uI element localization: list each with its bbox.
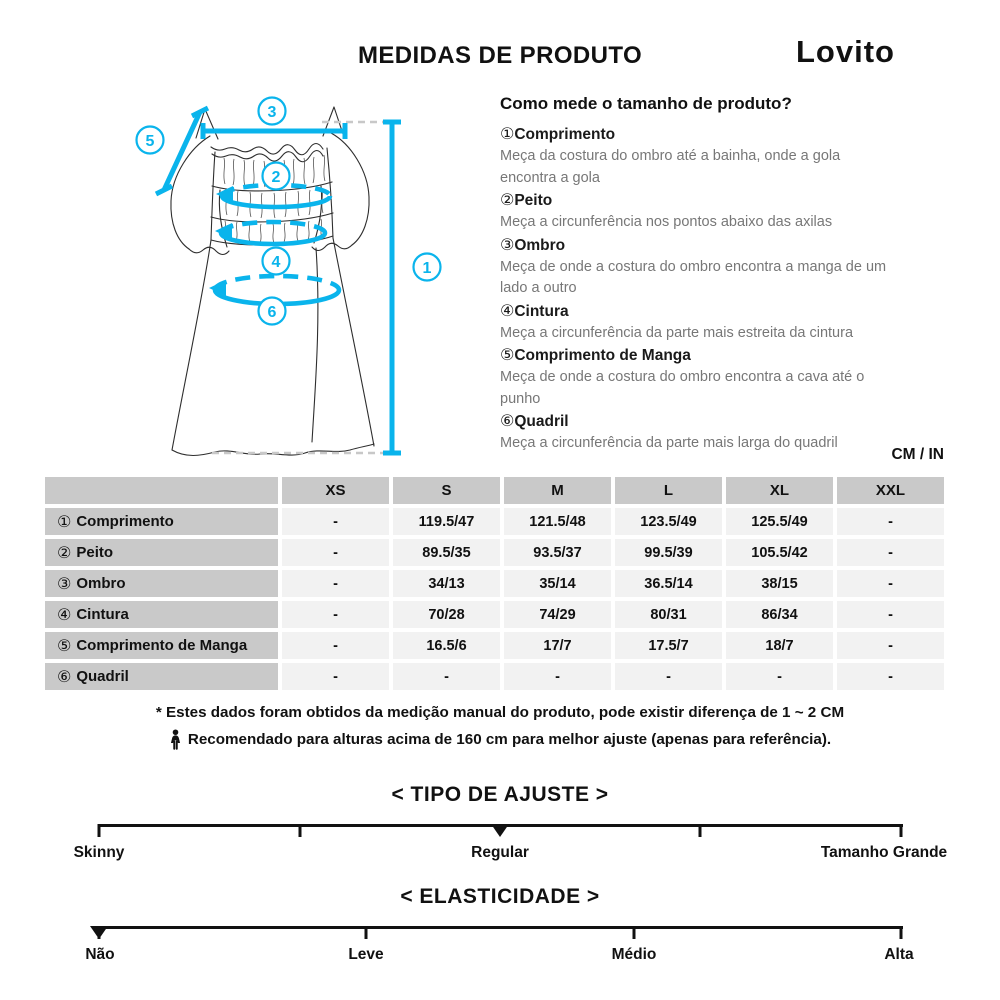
table-cell: 86/34 (726, 601, 833, 628)
badge-6: 6 (267, 304, 277, 321)
scale-tick (633, 926, 636, 939)
row-label: ② Peito (45, 539, 278, 566)
size-col-header: L (615, 477, 722, 504)
table-cell: 89.5/35 (393, 539, 500, 566)
row-label: ③ Ombro (45, 570, 278, 597)
badge-4: 4 (271, 254, 281, 271)
table-cell: 125.5/49 (726, 508, 833, 535)
guide-item: ③Ombro Meça de onde a costura do ombro encontra a manga de um lado a outro (500, 234, 887, 296)
table-cell: - (837, 508, 944, 535)
table-cell: - (837, 570, 944, 597)
table-cell: - (504, 663, 611, 690)
dress-diagram (100, 90, 460, 470)
scale-tick (900, 824, 903, 837)
elasticity-marker (90, 926, 108, 939)
table-cell: 17/7 (504, 632, 611, 659)
measure-guide (500, 94, 892, 455)
table-cell: 99.5/39 (615, 539, 722, 566)
table-cell: 74/29 (504, 601, 611, 628)
guide-item: ⑥Quadril Meça a circunferência da parte mais larga do quadril (500, 411, 838, 451)
table-cell: - (837, 539, 944, 566)
size-col-header: S (393, 477, 500, 504)
table-cell: - (726, 663, 833, 690)
page-title: MEDIDAS DE PRODUTO (357, 42, 643, 69)
measurement-note: * Estes dados foram obtidos da medição manual do produto, pode existir diferença de 1 ~ 2 CM (155, 704, 845, 721)
guide-item: ④Cintura Meça a circunferência da parte mais estreita da cintura (500, 300, 854, 341)
table-cell: - (282, 570, 389, 597)
row-label: ① Comprimento (45, 508, 278, 535)
table-cell: 123.5/49 (615, 508, 722, 535)
table-cell: - (282, 601, 389, 628)
table-cell: - (282, 632, 389, 659)
row-label: ⑤ Comprimento de Manga (45, 632, 278, 659)
elasticity-label-nao: Não (85, 946, 115, 963)
badge-3: 3 (267, 104, 277, 121)
dress-sketch (171, 107, 374, 456)
table-cell: 105.5/42 (726, 539, 833, 566)
table-cell: 38/15 (726, 570, 833, 597)
fit-type-slider (0, 783, 1000, 884)
table-cell: 34/13 (393, 570, 500, 597)
row-label: ⑥ Quadril (45, 663, 278, 690)
table-cell: 121.5/48 (504, 508, 611, 535)
height-note: Recomendado para alturas acima de 160 cm para melhor ajuste (apenas para referência). (169, 729, 831, 750)
fit-label-large: Tamanho Grande (820, 844, 948, 861)
table-cell: 16.5/6 (393, 632, 500, 659)
elasticity-label-alta: Alta (884, 946, 914, 963)
badge-1: 1 (422, 260, 432, 277)
badge-2: 2 (271, 169, 281, 186)
table-cell: 17.5/7 (615, 632, 722, 659)
size-col-header: XL (726, 477, 833, 504)
table-cell: 70/28 (393, 601, 500, 628)
table-corner-cell (45, 477, 278, 504)
elasticity-label-leve: Leve (348, 946, 384, 963)
guide-heading: Como mede o tamanho de produto? (500, 94, 792, 113)
table-cell: - (282, 539, 389, 566)
fit-marker (491, 824, 509, 837)
table-cell: - (282, 508, 389, 535)
elasticity-title: < ELASTICIDADE > (400, 885, 600, 908)
guide-item: ⑤Comprimento de Manga Meça de onde a costura do ombro encontra a cava até o punho (500, 345, 865, 407)
person-icon (169, 729, 182, 750)
table-cell: 119.5/47 (393, 508, 500, 535)
guide-item: ①Comprimento Meça da costura do ombro até a bainha, onde a gola encontra a gola (500, 124, 841, 186)
elasticity-label-medio: Médio (611, 946, 657, 963)
elasticity-slider (0, 885, 1000, 986)
size-col-header: XS (282, 477, 389, 504)
elasticity-scale (0, 926, 1000, 986)
scale-tick (699, 824, 702, 837)
brand-logo: Lovito (796, 34, 895, 69)
table-cell: - (393, 663, 500, 690)
table-cell: 18/7 (726, 632, 833, 659)
row-label: ④ Cintura (45, 601, 278, 628)
size-col-header: XXL (837, 477, 944, 504)
size-table (45, 477, 944, 690)
table-cell: - (837, 663, 944, 690)
table-cell: - (615, 663, 722, 690)
unit-label: CM / IN (891, 446, 944, 463)
table-cell: 36.5/14 (615, 570, 722, 597)
scale-tick (299, 824, 302, 837)
scale-line (98, 926, 903, 929)
fit-label-regular: Regular (471, 844, 529, 861)
table-cell: - (837, 601, 944, 628)
table-cell: 35/14 (504, 570, 611, 597)
scale-tick (365, 926, 368, 939)
table-cell: - (837, 632, 944, 659)
guide-item: ②Peito Meça a circunferência nos pontos abaixo das axilas (500, 190, 833, 230)
table-cell: 80/31 (615, 601, 722, 628)
scale-tick (900, 926, 903, 939)
table-cell: - (282, 663, 389, 690)
fit-type-title: < TIPO DE AJUSTE > (391, 783, 609, 806)
table-cell: 93.5/37 (504, 539, 611, 566)
scale-tick (98, 824, 101, 837)
badge-5: 5 (145, 133, 155, 150)
footnotes (0, 704, 1000, 750)
size-col-header: M (504, 477, 611, 504)
fit-type-scale (0, 824, 1000, 884)
fit-label-skinny: Skinny (73, 844, 125, 861)
